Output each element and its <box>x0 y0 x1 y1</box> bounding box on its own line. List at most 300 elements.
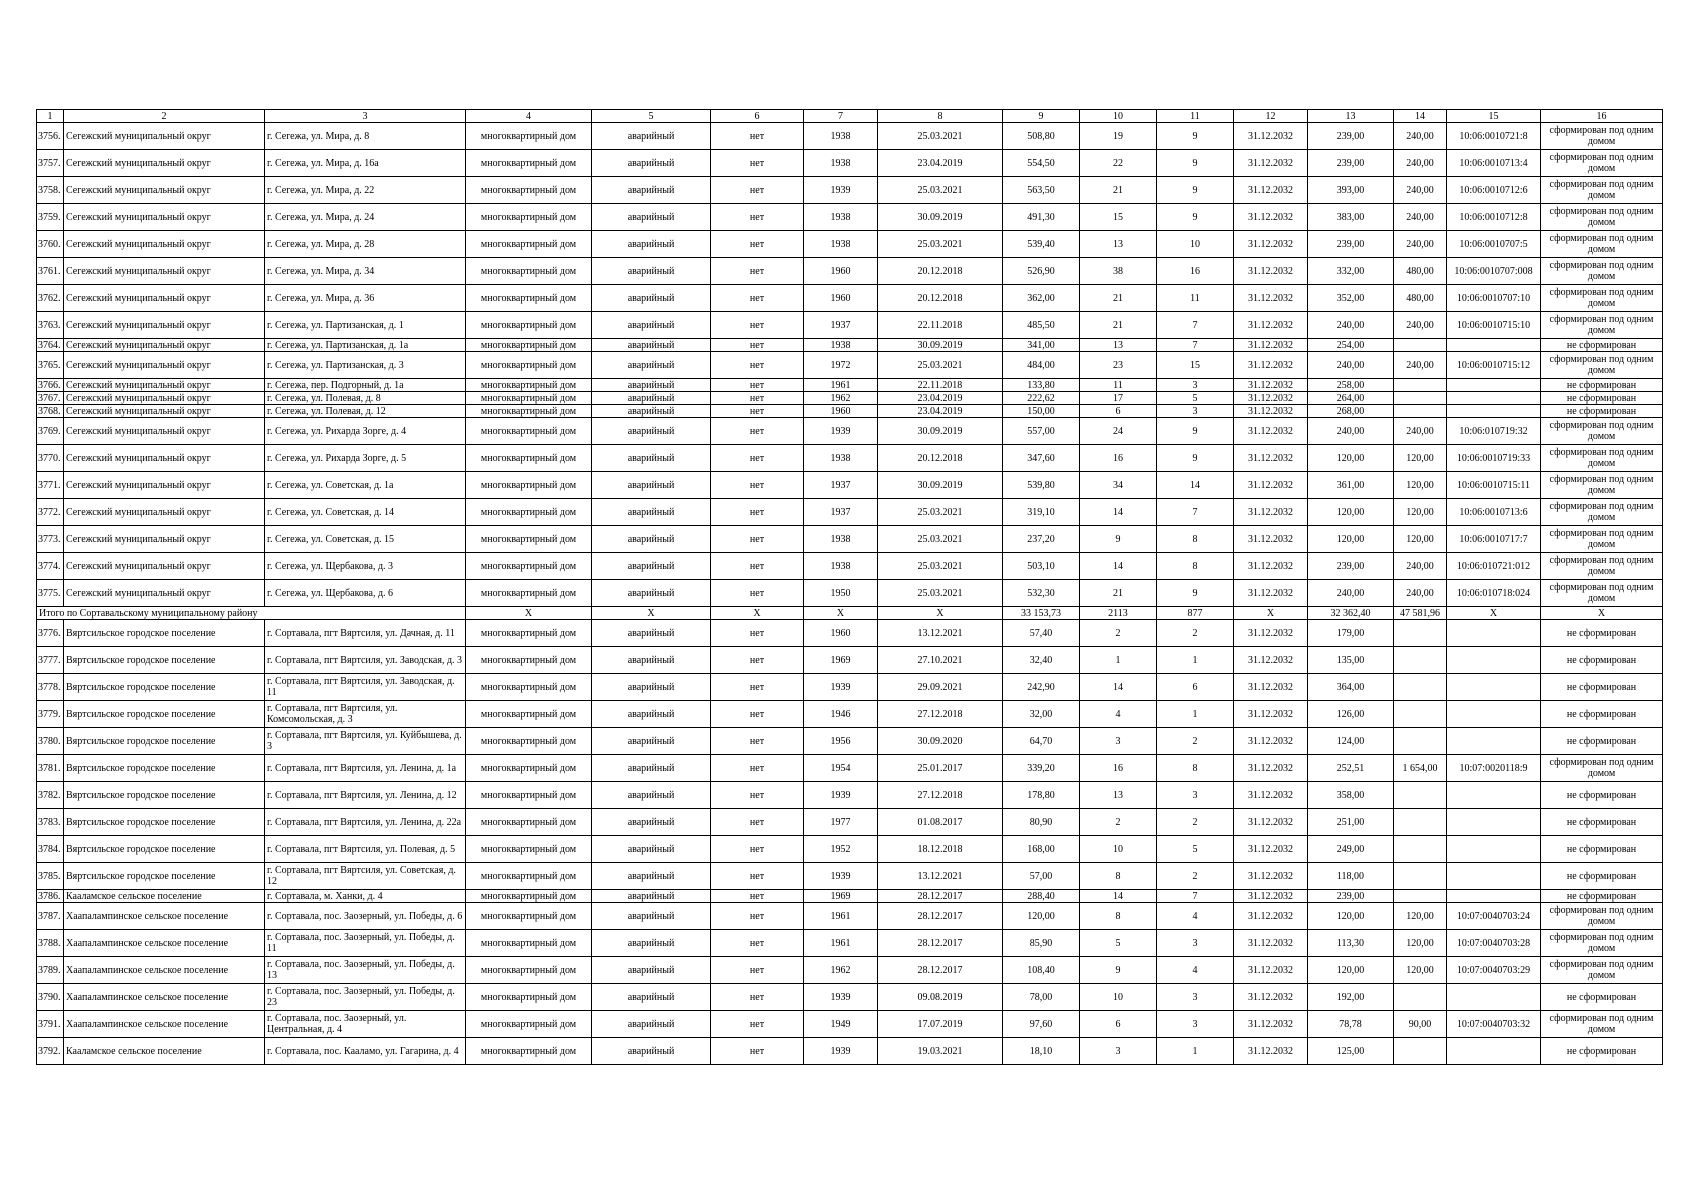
condition-cell: аварийный <box>592 836 711 863</box>
planned-date-cell: 31.12.2032 <box>1234 312 1308 339</box>
row-number-cell: 3774. <box>37 553 64 580</box>
cadastral-number-cell <box>1447 647 1541 674</box>
column-6-cell: нет <box>711 553 804 580</box>
column-13-cell: 383,00 <box>1308 204 1394 231</box>
apartments-cell: 3 <box>1157 984 1234 1011</box>
area-cell: 97,60 <box>1003 1011 1080 1038</box>
building-type-cell: многоквартирный дом <box>466 755 592 782</box>
year-built-cell: 1977 <box>804 809 878 836</box>
table-row <box>37 445 1663 472</box>
year-built-cell: 1961 <box>804 379 878 392</box>
planned-date-cell: 31.12.2032 <box>1234 418 1308 445</box>
apartments-cell: 1 <box>1157 647 1234 674</box>
column-13-cell: 239,00 <box>1308 123 1394 150</box>
land-status-cell: сформирован под одним домом <box>1541 930 1663 957</box>
municipality-cell: Кааламское сельское поселение <box>64 1038 265 1065</box>
total-value-cell: X <box>711 607 804 620</box>
column-13-cell: 393,00 <box>1308 177 1394 204</box>
total-value-cell: X <box>1541 607 1663 620</box>
building-type-cell: многоквартирный дом <box>466 984 592 1011</box>
year-built-cell: 1939 <box>804 418 878 445</box>
land-status-cell: сформирован под одним домом <box>1541 445 1663 472</box>
building-type-cell: многоквартирный дом <box>466 553 592 580</box>
municipality-cell: Сегежский муниципальный округ <box>64 177 265 204</box>
cadastral-number-cell: 10:07:0020118:9 <box>1447 755 1541 782</box>
year-built-cell: 1961 <box>804 930 878 957</box>
land-status-cell: не сформирован <box>1541 674 1663 701</box>
apartments-cell: 9 <box>1157 580 1234 607</box>
cadastral-number-cell: 10:06:0010707:5 <box>1447 231 1541 258</box>
municipality-cell: Сегежский муниципальный округ <box>64 204 265 231</box>
building-type-cell: многоквартирный дом <box>466 352 592 379</box>
land-area-cell <box>1394 392 1447 405</box>
cadastral-number-cell <box>1447 674 1541 701</box>
residents-cell: 3 <box>1080 728 1157 755</box>
year-built-cell: 1938 <box>804 123 878 150</box>
condition-cell: аварийный <box>592 1038 711 1065</box>
recognition-date-cell: 30.09.2019 <box>878 418 1003 445</box>
apartments-cell: 3 <box>1157 379 1234 392</box>
apartments-cell: 3 <box>1157 1011 1234 1038</box>
condition-cell: аварийный <box>592 258 711 285</box>
land-area-cell: 120,00 <box>1394 499 1447 526</box>
municipality-cell: Кааламское сельское поселение <box>64 890 265 903</box>
land-status-cell: не сформирован <box>1541 836 1663 863</box>
year-built-cell: 1939 <box>804 984 878 1011</box>
year-built-cell: 1938 <box>804 526 878 553</box>
area-cell: 557,00 <box>1003 418 1080 445</box>
column-6-cell: нет <box>711 1011 804 1038</box>
land-status-cell: сформирован под одним домом <box>1541 472 1663 499</box>
apartments-cell: 16 <box>1157 258 1234 285</box>
municipality-cell: Сегежский муниципальный округ <box>64 392 265 405</box>
address-cell: г. Сортавала, пгт Вяртсиля, ул. Дачная, д. 11 <box>265 620 466 647</box>
land-area-cell <box>1394 863 1447 890</box>
apartments-cell: 8 <box>1157 553 1234 580</box>
condition-cell: аварийный <box>592 204 711 231</box>
year-built-cell: 1962 <box>804 957 878 984</box>
address-cell: г. Сегежа, ул. Рихарда Зорге, д. 5 <box>265 445 466 472</box>
area-cell: 339,20 <box>1003 755 1080 782</box>
column-6-cell: нет <box>711 809 804 836</box>
column-13-cell: 120,00 <box>1308 499 1394 526</box>
area-cell: 539,80 <box>1003 472 1080 499</box>
column-6-cell: нет <box>711 405 804 418</box>
total-value-cell: X <box>592 607 711 620</box>
recognition-date-cell: 22.11.2018 <box>878 379 1003 392</box>
year-built-cell: 1950 <box>804 580 878 607</box>
land-status-cell: сформирован под одним домом <box>1541 553 1663 580</box>
recognition-date-cell: 01.08.2017 <box>878 809 1003 836</box>
residents-cell: 13 <box>1080 231 1157 258</box>
planned-date-cell: 31.12.2032 <box>1234 809 1308 836</box>
land-area-cell: 240,00 <box>1394 352 1447 379</box>
municipality-cell: Вяртсильское городское поселение <box>64 701 265 728</box>
column-13-cell: 252,51 <box>1308 755 1394 782</box>
recognition-date-cell: 28.12.2017 <box>878 957 1003 984</box>
column-6-cell: нет <box>711 418 804 445</box>
year-built-cell: 1960 <box>804 620 878 647</box>
year-built-cell: 1937 <box>804 312 878 339</box>
land-area-cell <box>1394 647 1447 674</box>
year-built-cell: 1938 <box>804 204 878 231</box>
apartments-cell: 7 <box>1157 890 1234 903</box>
land-status-cell: сформирован под одним домом <box>1541 258 1663 285</box>
area-cell: 85,90 <box>1003 930 1080 957</box>
year-built-cell: 1946 <box>804 701 878 728</box>
table-row <box>37 379 1663 392</box>
planned-date-cell: 31.12.2032 <box>1234 405 1308 418</box>
condition-cell: аварийный <box>592 701 711 728</box>
condition-cell: аварийный <box>592 728 711 755</box>
column-6-cell: нет <box>711 258 804 285</box>
municipality-cell: Вяртсильское городское поселение <box>64 809 265 836</box>
cadastral-number-cell: 10:06:0010715:10 <box>1447 312 1541 339</box>
land-status-cell: сформирован под одним домом <box>1541 285 1663 312</box>
column-number-cell: 16 <box>1541 110 1663 123</box>
row-number-cell: 3787. <box>37 903 64 930</box>
planned-date-cell: 31.12.2032 <box>1234 553 1308 580</box>
address-cell: г. Сортавала, пгт Вяртсиля, ул. Советская, д. 12 <box>265 863 466 890</box>
land-status-cell: сформирован под одним домом <box>1541 526 1663 553</box>
table-row <box>37 231 1663 258</box>
address-cell: г. Сортавала, пос. Заозерный, ул. Победы, д. 23 <box>265 984 466 1011</box>
apartments-cell: 5 <box>1157 392 1234 405</box>
municipality-cell: Сегежский муниципальный округ <box>64 352 265 379</box>
condition-cell: аварийный <box>592 526 711 553</box>
recognition-date-cell: 30.09.2020 <box>878 728 1003 755</box>
row-number-cell: 3767. <box>37 392 64 405</box>
column-6-cell: нет <box>711 903 804 930</box>
municipality-cell: Хаапалампинское сельское поселение <box>64 984 265 1011</box>
table-row <box>37 1038 1663 1065</box>
residents-cell: 21 <box>1080 177 1157 204</box>
area-cell: 508,80 <box>1003 123 1080 150</box>
year-built-cell: 1939 <box>804 863 878 890</box>
land-area-cell: 240,00 <box>1394 123 1447 150</box>
recognition-date-cell: 25.03.2021 <box>878 499 1003 526</box>
apartments-cell: 3 <box>1157 930 1234 957</box>
condition-cell: аварийный <box>592 647 711 674</box>
column-6-cell: нет <box>711 472 804 499</box>
apartments-cell: 1 <box>1157 701 1234 728</box>
municipality-cell: Сегежский муниципальный округ <box>64 580 265 607</box>
residents-cell: 14 <box>1080 553 1157 580</box>
column-13-cell: 239,00 <box>1308 553 1394 580</box>
column-6-cell: нет <box>711 1038 804 1065</box>
column-number-cell: 9 <box>1003 110 1080 123</box>
recognition-date-cell: 13.12.2021 <box>878 863 1003 890</box>
area-cell: 120,00 <box>1003 903 1080 930</box>
municipality-cell: Сегежский муниципальный округ <box>64 150 265 177</box>
land-area-cell <box>1394 809 1447 836</box>
condition-cell: аварийный <box>592 177 711 204</box>
area-cell: 532,30 <box>1003 580 1080 607</box>
cadastral-number-cell: 10:06:0010707:008 <box>1447 258 1541 285</box>
residents-cell: 1 <box>1080 647 1157 674</box>
column-6-cell: нет <box>711 728 804 755</box>
condition-cell: аварийный <box>592 392 711 405</box>
table-row <box>37 150 1663 177</box>
cadastral-number-cell <box>1447 728 1541 755</box>
address-cell: г. Сегежа, ул. Мира, д. 36 <box>265 285 466 312</box>
column-6-cell: нет <box>711 957 804 984</box>
municipality-cell: Вяртсильское городское поселение <box>64 755 265 782</box>
row-number-cell: 3758. <box>37 177 64 204</box>
land-area-cell: 120,00 <box>1394 957 1447 984</box>
column-number-cell: 14 <box>1394 110 1447 123</box>
building-type-cell: многоквартирный дом <box>466 836 592 863</box>
apartments-cell: 3 <box>1157 405 1234 418</box>
column-13-cell: 264,00 <box>1308 392 1394 405</box>
condition-cell: аварийный <box>592 674 711 701</box>
land-status-cell: не сформирован <box>1541 890 1663 903</box>
column-number-cell: 1 <box>37 110 64 123</box>
recognition-date-cell: 18.12.2018 <box>878 836 1003 863</box>
apartments-cell: 2 <box>1157 863 1234 890</box>
area-cell: 18,10 <box>1003 1038 1080 1065</box>
area-cell: 168,00 <box>1003 836 1080 863</box>
building-type-cell: многоквартирный дом <box>466 339 592 352</box>
row-number-cell: 3771. <box>37 472 64 499</box>
column-6-cell: нет <box>711 526 804 553</box>
area-cell: 491,30 <box>1003 204 1080 231</box>
land-status-cell: сформирован под одним домом <box>1541 312 1663 339</box>
address-cell: г. Сортавала, пгт Вяртсиля, ул. Заводская, д. 3 <box>265 647 466 674</box>
apartments-cell: 2 <box>1157 728 1234 755</box>
cadastral-number-cell: 10:06:0010712:8 <box>1447 204 1541 231</box>
address-cell: г. Сортавала, пгт Вяртсиля, ул. Ленина, д. 1а <box>265 755 466 782</box>
column-6-cell: нет <box>711 984 804 1011</box>
municipality-cell: Сегежский муниципальный округ <box>64 418 265 445</box>
row-number-cell: 3786. <box>37 890 64 903</box>
land-area-cell <box>1394 701 1447 728</box>
column-6-cell: нет <box>711 150 804 177</box>
apartments-cell: 11 <box>1157 285 1234 312</box>
apartments-cell: 2 <box>1157 620 1234 647</box>
row-number-cell: 3756. <box>37 123 64 150</box>
table-row <box>37 863 1663 890</box>
planned-date-cell: 31.12.2032 <box>1234 1038 1308 1065</box>
municipality-cell: Вяртсильское городское поселение <box>64 647 265 674</box>
recognition-date-cell: 20.12.2018 <box>878 285 1003 312</box>
municipality-cell: Вяртсильское городское поселение <box>64 728 265 755</box>
building-type-cell: многоквартирный дом <box>466 809 592 836</box>
cadastral-number-cell <box>1447 1038 1541 1065</box>
residents-cell: 38 <box>1080 258 1157 285</box>
year-built-cell: 1960 <box>804 258 878 285</box>
land-status-cell: не сформирован <box>1541 405 1663 418</box>
building-type-cell: многоквартирный дом <box>466 957 592 984</box>
cadastral-number-cell: 10:06:0010721:8 <box>1447 123 1541 150</box>
condition-cell: аварийный <box>592 379 711 392</box>
table-row <box>37 957 1663 984</box>
year-built-cell: 1938 <box>804 150 878 177</box>
cadastral-number-cell: 10:06:010719:32 <box>1447 418 1541 445</box>
planned-date-cell: 31.12.2032 <box>1234 863 1308 890</box>
land-status-cell: не сформирован <box>1541 701 1663 728</box>
municipality-cell: Сегежский муниципальный округ <box>64 339 265 352</box>
building-type-cell: многоквартирный дом <box>466 472 592 499</box>
recognition-date-cell: 25.03.2021 <box>878 553 1003 580</box>
table-row <box>37 526 1663 553</box>
municipality-cell: Сегежский муниципальный округ <box>64 231 265 258</box>
residents-cell: 14 <box>1080 890 1157 903</box>
land-area-cell: 480,00 <box>1394 285 1447 312</box>
apartments-cell: 8 <box>1157 526 1234 553</box>
building-type-cell: многоквартирный дом <box>466 204 592 231</box>
land-area-cell: 240,00 <box>1394 231 1447 258</box>
table-row <box>37 472 1663 499</box>
residents-cell: 6 <box>1080 1011 1157 1038</box>
apartments-cell: 7 <box>1157 499 1234 526</box>
column-6-cell: нет <box>711 755 804 782</box>
column-number-cell: 15 <box>1447 110 1541 123</box>
year-built-cell: 1960 <box>804 285 878 312</box>
column-6-cell: нет <box>711 379 804 392</box>
cadastral-number-cell: 10:07:0040703:24 <box>1447 903 1541 930</box>
column-6-cell: нет <box>711 647 804 674</box>
column-6-cell: нет <box>711 445 804 472</box>
municipality-cell: Сегежский муниципальный округ <box>64 526 265 553</box>
building-type-cell: многоквартирный дом <box>466 890 592 903</box>
column-number-cell: 12 <box>1234 110 1308 123</box>
recognition-date-cell: 23.04.2019 <box>878 150 1003 177</box>
total-value-cell: 32 362,40 <box>1308 607 1394 620</box>
table-row <box>37 553 1663 580</box>
column-13-cell: 258,00 <box>1308 379 1394 392</box>
column-number-row <box>37 110 1663 123</box>
residents-cell: 24 <box>1080 418 1157 445</box>
recognition-date-cell: 20.12.2018 <box>878 258 1003 285</box>
recognition-date-cell: 30.09.2019 <box>878 339 1003 352</box>
row-number-cell: 3761. <box>37 258 64 285</box>
condition-cell: аварийный <box>592 984 711 1011</box>
year-built-cell: 1969 <box>804 890 878 903</box>
land-area-cell <box>1394 1038 1447 1065</box>
area-cell: 503,10 <box>1003 553 1080 580</box>
column-6-cell: нет <box>711 701 804 728</box>
land-area-cell: 120,00 <box>1394 930 1447 957</box>
table-row <box>37 392 1663 405</box>
address-cell: г. Сегежа, ул. Рихарда Зорге, д. 4 <box>265 418 466 445</box>
column-6-cell: нет <box>711 620 804 647</box>
column-13-cell: 254,00 <box>1308 339 1394 352</box>
table-row <box>37 647 1663 674</box>
condition-cell: аварийный <box>592 285 711 312</box>
building-type-cell: многоквартирный дом <box>466 379 592 392</box>
cadastral-number-cell <box>1447 392 1541 405</box>
address-cell: г. Сегежа, ул. Партизанская, д. 1а <box>265 339 466 352</box>
table-row <box>37 123 1663 150</box>
recognition-date-cell: 19.03.2021 <box>878 1038 1003 1065</box>
column-6-cell: нет <box>711 890 804 903</box>
planned-date-cell: 31.12.2032 <box>1234 580 1308 607</box>
address-cell: г. Сегежа, ул. Щербакова, д. 3 <box>265 553 466 580</box>
address-cell: г. Сортавала, пгт Вяртсиля, ул. Комсомольская, д. 3 <box>265 701 466 728</box>
column-13-cell: 118,00 <box>1308 863 1394 890</box>
municipality-cell: Сегежский муниципальный округ <box>64 553 265 580</box>
building-type-cell: многоквартирный дом <box>466 285 592 312</box>
cadastral-number-cell <box>1447 620 1541 647</box>
area-cell: 347,60 <box>1003 445 1080 472</box>
recognition-date-cell: 27.10.2021 <box>878 647 1003 674</box>
cadastral-number-cell: 10:06:0010715:11 <box>1447 472 1541 499</box>
land-status-cell: сформирован под одним домом <box>1541 580 1663 607</box>
column-13-cell: 179,00 <box>1308 620 1394 647</box>
apartments-cell: 9 <box>1157 177 1234 204</box>
residents-cell: 4 <box>1080 701 1157 728</box>
recognition-date-cell: 25.03.2021 <box>878 177 1003 204</box>
residents-cell: 34 <box>1080 472 1157 499</box>
municipality-cell: Сегежский муниципальный округ <box>64 472 265 499</box>
building-type-cell: многоквартирный дом <box>466 620 592 647</box>
row-number-cell: 3782. <box>37 782 64 809</box>
condition-cell: аварийный <box>592 890 711 903</box>
apartments-cell: 1 <box>1157 1038 1234 1065</box>
building-type-cell: многоквартирный дом <box>466 405 592 418</box>
planned-date-cell: 31.12.2032 <box>1234 285 1308 312</box>
residents-cell: 14 <box>1080 499 1157 526</box>
condition-cell: аварийный <box>592 782 711 809</box>
table-row <box>37 405 1663 418</box>
column-13-cell: 239,00 <box>1308 890 1394 903</box>
land-area-cell: 240,00 <box>1394 312 1447 339</box>
column-6-cell: нет <box>711 312 804 339</box>
table-row <box>37 620 1663 647</box>
recognition-date-cell: 28.12.2017 <box>878 930 1003 957</box>
residents-cell: 15 <box>1080 204 1157 231</box>
cadastral-number-cell: 10:06:0010717:7 <box>1447 526 1541 553</box>
planned-date-cell: 31.12.2032 <box>1234 728 1308 755</box>
land-status-cell: сформирован под одним домом <box>1541 150 1663 177</box>
land-area-cell: 480,00 <box>1394 258 1447 285</box>
row-number-cell: 3783. <box>37 809 64 836</box>
row-number-cell: 3763. <box>37 312 64 339</box>
area-cell: 78,00 <box>1003 984 1080 1011</box>
year-built-cell: 1939 <box>804 674 878 701</box>
column-6-cell: нет <box>711 123 804 150</box>
apartments-cell: 8 <box>1157 755 1234 782</box>
area-cell: 362,00 <box>1003 285 1080 312</box>
recognition-date-cell: 25.03.2021 <box>878 231 1003 258</box>
column-6-cell: нет <box>711 836 804 863</box>
building-type-cell: многоквартирный дом <box>466 177 592 204</box>
condition-cell: аварийный <box>592 405 711 418</box>
address-cell: г. Сегежа, ул. Полевая, д. 8 <box>265 392 466 405</box>
address-cell: г. Сегежа, ул. Партизанская, д. 3 <box>265 352 466 379</box>
condition-cell: аварийный <box>592 580 711 607</box>
address-cell: г. Сегежа, ул. Мира, д. 24 <box>265 204 466 231</box>
municipality-cell: Хаапалампинское сельское поселение <box>64 903 265 930</box>
table-row <box>37 809 1663 836</box>
land-status-cell: не сформирован <box>1541 1038 1663 1065</box>
recognition-date-cell: 09.08.2019 <box>878 984 1003 1011</box>
municipality-cell: Сегежский муниципальный округ <box>64 405 265 418</box>
building-type-cell: многоквартирный дом <box>466 231 592 258</box>
column-13-cell: 249,00 <box>1308 836 1394 863</box>
cadastral-number-cell <box>1447 984 1541 1011</box>
planned-date-cell: 31.12.2032 <box>1234 231 1308 258</box>
apartments-cell: 14 <box>1157 472 1234 499</box>
land-status-cell: не сформирован <box>1541 647 1663 674</box>
cadastral-number-cell <box>1447 836 1541 863</box>
column-number-cell: 3 <box>265 110 466 123</box>
address-cell: г. Сегежа, ул. Мира, д. 16а <box>265 150 466 177</box>
address-cell: г. Сегежа, ул. Мира, д. 34 <box>265 258 466 285</box>
apartments-cell: 5 <box>1157 836 1234 863</box>
row-number-cell: 3791. <box>37 1011 64 1038</box>
